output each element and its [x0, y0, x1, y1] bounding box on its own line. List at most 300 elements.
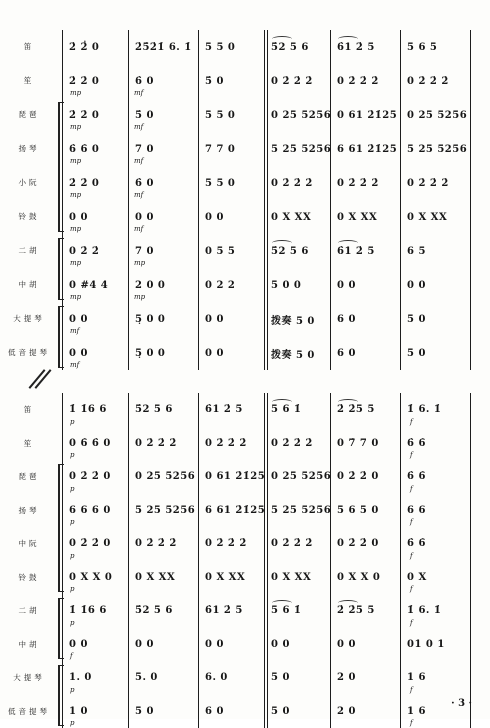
measure-notation: 6̇1 2̇ 5	[337, 234, 397, 268]
measure-notation: 6 5	[407, 234, 467, 268]
barline	[470, 336, 471, 370]
measure-notation: 0 2̇ 2̇ 2̇	[271, 427, 327, 461]
dynamic-marking: f	[410, 418, 413, 426]
measure-notation: 0 2̇ 2̇ 2̇	[205, 527, 261, 561]
measure-notation: 2̇ 2̇ 0	[69, 98, 125, 132]
barline	[330, 302, 331, 336]
barline	[330, 30, 331, 64]
dynamic-marking: f	[410, 619, 413, 627]
measure-notation: 0 0	[69, 200, 125, 234]
barline	[470, 98, 471, 132]
measure-notation: 0 2̇ 2̇	[69, 234, 125, 268]
instrument-label: 笛	[4, 393, 54, 427]
barline	[128, 302, 129, 336]
barline	[128, 64, 129, 98]
dynamic-marking: p	[70, 418, 74, 426]
staff-row	[0, 132, 490, 166]
double-barline	[264, 594, 268, 628]
measure-notation: 0 2̇ 2̇ 0	[69, 527, 125, 561]
measure-notation: 5̇2 5 6	[271, 30, 327, 64]
staff-row	[0, 695, 490, 728]
measure-notation: 0 2̇ 2̇ 2̇	[337, 64, 397, 98]
barline	[330, 200, 331, 234]
barline	[400, 594, 401, 628]
staff-brace	[58, 238, 64, 300]
measure-notation: 0 2̇ 2̇ 0	[337, 460, 397, 494]
measure-notation: 5̣ 0 0	[135, 336, 195, 370]
double-barline	[264, 302, 268, 336]
double-barline	[264, 393, 268, 427]
slur-mark	[338, 600, 358, 606]
dynamic-marking: p	[70, 619, 74, 627]
staff-row	[0, 98, 490, 132]
measure-notation: 5 0	[271, 695, 327, 728]
measure-notation: 2̇ 2̇̇ 0	[69, 30, 125, 64]
dynamic-marking: f	[410, 518, 413, 526]
staff-row	[0, 661, 490, 695]
barline	[470, 661, 471, 695]
barline	[128, 393, 129, 427]
barline	[330, 594, 331, 628]
staff-row	[0, 561, 490, 595]
barline	[400, 234, 401, 268]
barline	[400, 527, 401, 561]
barline	[330, 268, 331, 302]
measure-notation: 6̇1 2̇ 5	[205, 393, 261, 427]
barline	[330, 628, 331, 662]
measure-notation: 拨奏 5 0	[271, 302, 327, 336]
barline	[62, 393, 63, 427]
measure-notation: 5 25 5256	[407, 132, 467, 166]
measure-notation: 1. 0	[69, 661, 125, 695]
dynamic-marking: mf	[70, 361, 79, 369]
slur-mark	[272, 36, 292, 42]
barline	[62, 427, 63, 461]
slur-mark	[272, 600, 292, 606]
barline	[330, 427, 331, 461]
dynamic-marking: mp	[70, 259, 81, 267]
slur-mark	[272, 240, 292, 246]
barline	[400, 200, 401, 234]
staff-row	[0, 268, 490, 302]
barline	[62, 64, 63, 98]
dynamic-marking: mp	[134, 293, 145, 301]
double-barline	[264, 628, 268, 662]
double-barline	[264, 268, 268, 302]
measure-notation: 0 61 2̇1̇25	[337, 98, 397, 132]
double-barline	[264, 336, 268, 370]
double-barline	[264, 427, 268, 461]
staff-row	[0, 494, 490, 528]
barline	[198, 268, 199, 302]
measure-notation: 1 6	[407, 661, 467, 695]
dynamic-marking: mp	[70, 89, 81, 97]
dynamic-marking: f	[410, 585, 413, 593]
barline	[330, 234, 331, 268]
score-system-2	[0, 393, 490, 728]
measure-notation: 5 0	[271, 661, 327, 695]
measure-notation: 6 61 2̇1̇25	[337, 132, 397, 166]
measure-notation: 5 6 1̇	[271, 594, 327, 628]
barline	[330, 64, 331, 98]
double-barline	[264, 98, 268, 132]
measure-notation: 5̇ 0	[205, 64, 261, 98]
barline	[128, 200, 129, 234]
staff-row	[0, 166, 490, 200]
instrument-label: 二胡	[4, 234, 54, 268]
measure-notation: 0 2̇ 2̇ 2̇	[205, 427, 261, 461]
staff-row	[0, 64, 490, 98]
measure-notation: 2 0	[337, 695, 397, 728]
measure-notation: 0 25 5256	[407, 98, 467, 132]
staff-row	[0, 336, 490, 370]
dynamic-marking: mf	[134, 123, 143, 131]
measure-notation: 6 6	[407, 494, 467, 528]
barline	[198, 302, 199, 336]
measure-notation: 7 0	[135, 234, 195, 268]
measure-notation: 1̇ 6. 1̇	[407, 393, 467, 427]
barline	[470, 494, 471, 528]
measure-notation: 6̇ 0	[135, 64, 195, 98]
measure-notation: 5 5 0	[205, 166, 261, 200]
barline	[128, 527, 129, 561]
measure-notation: 0 2̇ 2̇ 2̇	[135, 427, 195, 461]
measure-notation: 5. 0	[135, 661, 195, 695]
barline	[470, 234, 471, 268]
barline	[198, 336, 199, 370]
barline	[470, 594, 471, 628]
measure-notation: 5̇2 5 6	[271, 234, 327, 268]
barline	[400, 98, 401, 132]
barline	[128, 460, 129, 494]
measure-notation: 0 X X 0	[337, 561, 397, 595]
measure-notation: 0 25 5256	[271, 460, 327, 494]
measure-notation: 0 2̇ 2̇ 2̇	[135, 527, 195, 561]
dynamic-marking: p	[70, 485, 74, 493]
measure-notation: 0 0	[271, 628, 327, 662]
measure-notation: 7 7 0	[205, 132, 261, 166]
instrument-label: 笙	[4, 427, 54, 461]
double-barline	[264, 234, 268, 268]
barline	[330, 695, 331, 728]
instrument-label: 小阮	[4, 166, 54, 200]
instrument-label: 琵琶	[4, 98, 54, 132]
measure-notation: 0 2̇ 2̇ 2̇	[407, 166, 467, 200]
measure-notation: 5 0	[407, 302, 467, 336]
measure-notation: 0 X XX	[135, 561, 195, 595]
barline	[400, 494, 401, 528]
measure-notation: 6̇ 6̇	[407, 460, 467, 494]
barline	[198, 628, 199, 662]
barline	[400, 132, 401, 166]
measure-notation: 5 5 0	[205, 30, 261, 64]
measure-notation: 0 6̇ 6̇ 0	[69, 427, 125, 461]
measure-notation: 0 0	[205, 336, 261, 370]
measure-notation: 0 X XX	[271, 561, 327, 595]
measure-notation: 5 25 5256	[271, 494, 327, 528]
barline	[400, 268, 401, 302]
barline	[330, 661, 331, 695]
measure-notation: 拨奏 5 0	[271, 336, 327, 370]
barline	[400, 30, 401, 64]
dynamic-marking: p	[70, 686, 74, 694]
staff-brace	[58, 306, 64, 368]
measure-notation: 5 25 5256	[135, 494, 195, 528]
dynamic-marking: p	[70, 518, 74, 526]
measure-notation: 0 2̇ 2̇ 0	[337, 527, 397, 561]
dynamic-marking: mf	[134, 157, 143, 165]
staff-row	[0, 594, 490, 628]
barline	[128, 427, 129, 461]
instrument-label: 铃鼓	[4, 200, 54, 234]
barline	[198, 494, 199, 528]
barline	[470, 628, 471, 662]
barline	[198, 527, 199, 561]
measure-notation: 5 0	[407, 336, 467, 370]
measure-notation: 0 X	[407, 561, 467, 595]
staff-row	[0, 200, 490, 234]
system-separator	[32, 367, 54, 389]
measure-notation: 6. 0	[205, 661, 261, 695]
staff-row	[0, 30, 490, 64]
measure-notation: 0 0	[69, 336, 125, 370]
measure-notation: 0 0	[205, 628, 261, 662]
barline	[400, 427, 401, 461]
measure-notation: 5 6 5 0	[337, 494, 397, 528]
measure-notation: 0 X XX	[337, 200, 397, 234]
dynamic-marking: p	[70, 719, 74, 727]
barline	[62, 30, 63, 64]
measure-notation: 5̣ 0 0	[135, 302, 195, 336]
staff-row	[0, 427, 490, 461]
barline	[470, 166, 471, 200]
measure-notation: 1 6	[407, 695, 467, 728]
barline	[198, 234, 199, 268]
measure-notation: 6 0	[337, 336, 397, 370]
barline	[470, 427, 471, 461]
measure-notation: 0 0	[135, 200, 195, 234]
staff-row	[0, 628, 490, 662]
dynamic-marking: mp	[70, 293, 81, 301]
barline	[198, 427, 199, 461]
dynamic-marking: mp	[134, 259, 145, 267]
instrument-label: 低音提琴	[4, 336, 54, 370]
measure-notation: 2̇5̇2̇1̇ 6. 1̇	[135, 30, 195, 64]
barline	[400, 393, 401, 427]
measure-notation: 0 2̇ 2̇ 2̇	[271, 166, 327, 200]
measure-notation: 0 0	[69, 302, 125, 336]
measure-notation: 0 2̇ 2̇ 2̇	[271, 527, 327, 561]
measure-notation: 5 0	[135, 695, 195, 728]
dynamic-marking: mp	[70, 191, 81, 199]
measure-notation: 1̇ 1̇6 6	[69, 594, 125, 628]
measure-notation: 6 0	[205, 695, 261, 728]
measure-notation: 0 0	[407, 268, 467, 302]
barline	[198, 98, 199, 132]
measure-notation: 0 2 2	[205, 268, 261, 302]
instrument-label: 笛	[4, 30, 54, 64]
measure-notation: 0 2̇ 2̇ 2̇	[407, 64, 467, 98]
dynamic-marking: f	[70, 652, 73, 660]
measure-notation: 1 0	[69, 695, 125, 728]
instrument-label: 低音提琴	[4, 695, 54, 728]
measure-notation: 5 5 0	[205, 98, 261, 132]
instrument-label: 铃鼓	[4, 561, 54, 595]
barline	[470, 460, 471, 494]
instrument-label: 琵琶	[4, 460, 54, 494]
barline	[198, 30, 199, 64]
barline	[198, 64, 199, 98]
instrument-label: 大提琴	[4, 302, 54, 336]
staff-brace	[58, 598, 64, 659]
barline	[198, 132, 199, 166]
measure-notation: 6̇ 0	[135, 166, 195, 200]
page-number: · 3 ·	[451, 698, 472, 709]
measure-notation: 0 X XX	[407, 200, 467, 234]
dynamic-marking: f	[410, 451, 413, 459]
measure-notation: 5 25 5256	[271, 132, 327, 166]
measure-notation: 5 6 5	[407, 30, 467, 64]
slur-mark	[338, 399, 358, 405]
instrument-label: 中阮	[4, 527, 54, 561]
measure-notation: 6̇ 6̇	[407, 527, 467, 561]
barline	[128, 695, 129, 728]
instrument-label: 笙	[4, 64, 54, 98]
measure-notation: 0 2̇ 2̇ 0	[69, 460, 125, 494]
measure-notation: 0 0	[69, 628, 125, 662]
measure-notation: 0 X X 0	[69, 561, 125, 595]
staff-row	[0, 234, 490, 268]
measure-notation: 0 25 5256	[271, 98, 327, 132]
measure-notation: 0 0	[135, 628, 195, 662]
dynamic-marking: f	[410, 686, 413, 694]
barline	[470, 561, 471, 595]
barline	[128, 132, 129, 166]
barline	[198, 393, 199, 427]
double-barline	[264, 661, 268, 695]
staff-row	[0, 460, 490, 494]
double-barline	[264, 64, 268, 98]
dynamic-marking: p	[70, 585, 74, 593]
barline	[470, 302, 471, 336]
score-system-1	[0, 30, 490, 370]
dynamic-marking: f	[410, 552, 413, 560]
barline	[330, 336, 331, 370]
slur-mark	[272, 399, 292, 405]
measure-notation: 6̇ 6̇ 0	[69, 132, 125, 166]
barline	[470, 268, 471, 302]
slur-mark	[338, 36, 358, 42]
barline	[330, 393, 331, 427]
dynamic-marking: f	[410, 485, 413, 493]
barline	[198, 695, 199, 728]
staff-row	[0, 393, 490, 427]
measure-notation: 0 2̇ 2̇ 2̇	[337, 166, 397, 200]
double-barline	[264, 166, 268, 200]
barline	[400, 166, 401, 200]
dynamic-marking: mp	[70, 225, 81, 233]
barline	[400, 561, 401, 595]
measure-notation: 5̇2 5 6	[135, 393, 195, 427]
measure-notation: 5̇ 0	[135, 98, 195, 132]
double-barline	[264, 200, 268, 234]
measure-notation: 0 2̇ 2̇ 2̇	[271, 64, 327, 98]
measure-notation: 2 0	[337, 661, 397, 695]
measure-notation: 0 X XX	[271, 200, 327, 234]
staff-row	[0, 302, 490, 336]
measure-notation: 0 61 2̇1̇25	[205, 460, 261, 494]
measure-notation: 01 0 1	[407, 628, 467, 662]
barline	[400, 460, 401, 494]
barline	[400, 628, 401, 662]
barline	[128, 494, 129, 528]
measure-notation: 6 6 6 0	[69, 494, 125, 528]
barline	[470, 132, 471, 166]
measure-notation: 0 #4 4	[69, 268, 125, 302]
barline	[198, 460, 199, 494]
barline	[128, 628, 129, 662]
dynamic-marking: mf	[134, 225, 143, 233]
staff-brace	[58, 665, 64, 726]
instrument-label: 二胡	[4, 594, 54, 628]
measure-notation: 0 0	[205, 302, 261, 336]
double-barline	[264, 30, 268, 64]
measure-notation: 0 0	[337, 268, 397, 302]
measure-notation: 5̇2 5 6	[135, 594, 195, 628]
measure-notation: 6 61 2̇1̇25	[205, 494, 261, 528]
barline	[470, 30, 471, 64]
barline	[198, 200, 199, 234]
staff-brace	[58, 464, 64, 592]
double-barline	[264, 561, 268, 595]
staff-row	[0, 527, 490, 561]
measure-notation: 2̇ 2̇ 0	[69, 166, 125, 200]
barline	[128, 561, 129, 595]
measure-notation: 6̇ 6̇	[407, 427, 467, 461]
measure-notation: 0 0	[205, 200, 261, 234]
measure-notation: 0 0	[337, 628, 397, 662]
slur-mark	[338, 240, 358, 246]
measure-notation: 5 6 1̇	[271, 393, 327, 427]
dynamic-marking: mf	[134, 191, 143, 199]
barline	[128, 268, 129, 302]
measure-notation: 2 0 0	[135, 268, 195, 302]
barline	[330, 527, 331, 561]
measure-notation: 5 0 0	[271, 268, 327, 302]
barline	[128, 234, 129, 268]
measure-notation: 0 X XX	[205, 561, 261, 595]
barline	[400, 64, 401, 98]
dynamic-marking: mf	[70, 327, 79, 335]
dynamic-marking: f	[410, 719, 413, 727]
measure-notation: 2̇ 2̇ 0	[69, 64, 125, 98]
dynamic-marking: mp	[70, 157, 81, 165]
barline	[400, 336, 401, 370]
barline	[400, 695, 401, 728]
barline	[198, 561, 199, 595]
barline	[470, 64, 471, 98]
barline	[128, 30, 129, 64]
dynamic-marking: p	[70, 552, 74, 560]
barline	[128, 336, 129, 370]
barline	[470, 527, 471, 561]
barline	[470, 393, 471, 427]
instrument-label: 中胡	[4, 628, 54, 662]
double-barline	[264, 132, 268, 166]
barline	[128, 661, 129, 695]
instrument-label: 扬琴	[4, 132, 54, 166]
double-barline	[264, 695, 268, 728]
